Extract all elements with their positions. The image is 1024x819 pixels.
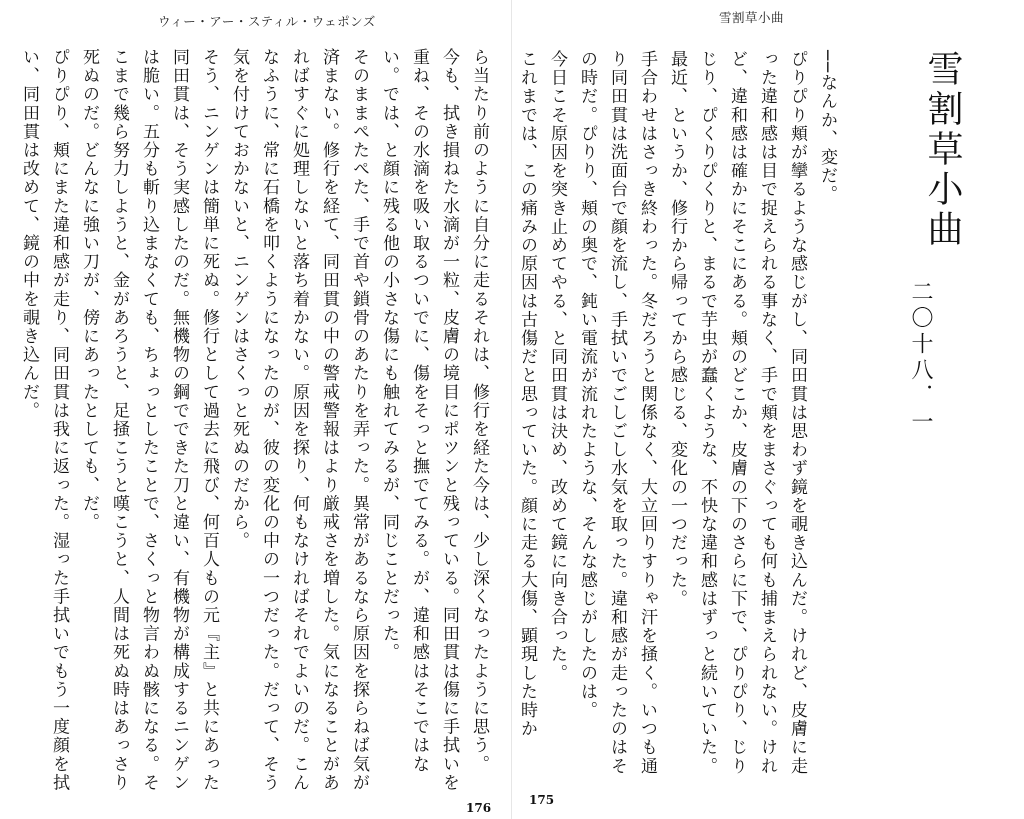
story-title: 雪割草小曲 xyxy=(922,50,963,250)
page-number: 175 xyxy=(529,793,555,807)
body-text: ──なんか、変だ。 ぴりぴり頬が攣るような感じがし、同田貫は思わず鏡を覗き込んだ。けれど、皮膚に走った違和感は目で捉えられる事なく、手で頬をまさぐっても何も捕まえられない。けれど、違和感は確かにそこにある。頬のどこか、皮膚の下のさらに下で、ぴりぴり、じりじり、ぴくりぴくりと、まるで芋虫が蠢くような、不快な違和感はずっと続いていた。最近、というか、修行から帰ってから感じる、変化の一つだった。 手合わせはさっき終わった。冬だろうと関係なく、大立回りすりゃ汗を掻く。いつも通り同田貫は洗面台で顔を流し、手拭いでごしごし水気を取った。違和感が走ったのはその時だ。ぴりり、頬の奥で、鈍い電流が流れたような、そんな感じがしたのは。 今日こそ原因を突き止めてやる、と同田貫は決め、改めて鏡に向き合った。 これまでは、この痛みの原因は古傷だと思っていた。顔に走る大傷、顕現した時か xyxy=(517,50,837,776)
body-text: ら当たり前のように自分に走るそれは、修行を経た今は、少し深くなったように思う。 今も、拭き損ねた水滴が一粒、皮膚の境目にポツンと残っている。同田貫は傷に手拭いを重ね、その水滴を吸い取るついでに、傷をそっと撫でてみる。が、違和感はそこではない。では、と顔に残る他の小さな傷にも触れてみるが、同じことだった。 そのままぺたぺた、手で首や鎖骨のあたりを弄った。異常があるなら原因を探らねば気が済まない。修行を経て、同田貫の中の警戒警報はより厳戒さを増した。気になることがあればすぐに処理しないと落ち着かない。原因を探り、何もなければそれでよいのだ。こんなふうに、常に石橋を叩くようになったのが、彼の変化の中の一つだった。だって、そう気を付けておかないと、ニンゲンはさくっと死ぬのだから。 そう、ニンゲンは簡単に死ぬ。修行として過去に飛び、何百人もの元『主』と共にあった同田貫は、そう実感したのだ。無機物の鋼でできた刀と違い、有機物が構成するニンゲンは脆い。五分も斬り込まなくても、ちょっとしたことで、さくっと物言わぬ骸になる。そこまで幾ら努力しようと、金があろうと、足掻こうと嘆こうと、人間は死ぬ時はあっさり死ぬのだ。どんなに強い刀が、傍にあったとしても、だ。 ぴりぴり、頬にまた違和感が走り、同田貫は我に返った。湿った手拭いでもう一度顔を拭い、同田貫は改めて、鏡の中を覗き込んだ。 xyxy=(19,48,489,792)
running-head: 雪割草小曲 xyxy=(719,10,785,25)
right-page xyxy=(512,0,1024,819)
page-number: 176 xyxy=(466,801,492,815)
story-date: 二〇十八．一 xyxy=(908,280,933,436)
running-head: ウィー・アー・スティル・ウェポンズ xyxy=(158,14,376,29)
